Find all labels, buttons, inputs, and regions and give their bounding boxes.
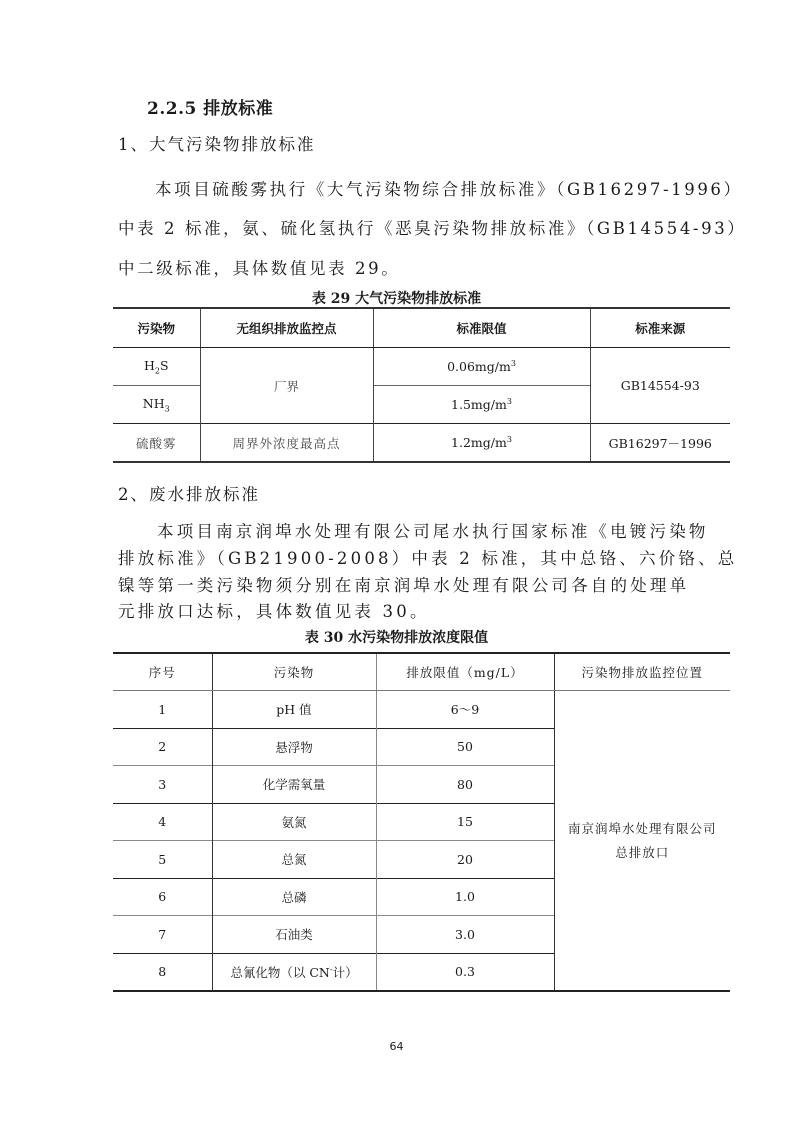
table29-header: 无组织排放监控点 bbox=[200, 308, 373, 348]
limit-cell: $1.2mg/m^3$ bbox=[373, 424, 590, 463]
no-cell: 3 bbox=[113, 766, 212, 804]
no-cell: 5 bbox=[113, 841, 212, 879]
table29-header: 标准来源 bbox=[590, 308, 730, 348]
water-standards-heading: 2、废水排放标准 bbox=[118, 485, 260, 504]
monitor-point-cell: 周界外浓度最高点 bbox=[200, 424, 373, 463]
limit-cell: $1.5mg/m^3$ bbox=[373, 386, 590, 424]
section-heading: 2.2.5 排放标准 bbox=[147, 99, 274, 119]
pollutant-cell: 总磷 bbox=[212, 878, 376, 916]
table30-header-row bbox=[113, 653, 730, 691]
source-cell: GB16297－1996 bbox=[590, 424, 730, 463]
location-line-2: 总排放口 bbox=[615, 844, 670, 860]
pollutant-cell: 总氰化物（以 CN-计） bbox=[212, 953, 376, 991]
pollutant-cell: pH 值 bbox=[212, 691, 376, 729]
limit-cell: 50 bbox=[376, 728, 554, 766]
source-cell: GB14554-93 bbox=[590, 348, 730, 424]
table-row bbox=[113, 691, 730, 729]
table29-header: 标准限值 bbox=[373, 308, 590, 348]
no-cell: 4 bbox=[113, 803, 212, 841]
water-paragraph-line-3: 镍等第一类污染物须分别在南京润埠水处理有限公司各自的处理单 bbox=[118, 576, 690, 595]
limit-cell: 0.3 bbox=[376, 953, 554, 991]
no-cell: 7 bbox=[113, 916, 212, 954]
monitor-point-cell: 厂界 bbox=[200, 348, 373, 424]
limit-cell: 80 bbox=[376, 766, 554, 804]
pollutant-cell: 悬浮物 bbox=[212, 728, 376, 766]
page-number: 64 bbox=[389, 1040, 404, 1053]
table30-header: 序号 bbox=[113, 653, 212, 691]
table-row bbox=[113, 348, 730, 386]
no-cell: 8 bbox=[113, 953, 212, 991]
table30-header: 排放限值（mg/L） bbox=[376, 653, 554, 691]
table30-header: 污染物 bbox=[212, 653, 376, 691]
air-standards-heading: 1、大气污染物排放标准 bbox=[118, 135, 316, 154]
table29-header-row bbox=[113, 308, 730, 348]
water-paragraph-line-4: 元排放口达标，具体数值见表 30。 bbox=[118, 602, 430, 621]
table-row bbox=[113, 424, 730, 463]
location-line-1: 南京润埠水处理有限公司 bbox=[567, 820, 717, 836]
monitor-location-cell bbox=[554, 691, 730, 992]
table29-caption: 表 29 大气污染物排放标准 bbox=[311, 291, 482, 307]
pollutant-cell: $NH_3$ bbox=[113, 386, 200, 424]
pollutant-cell: 硫酸雾 bbox=[113, 424, 200, 463]
pollutant-cell: $H_2S$ bbox=[143, 357, 169, 376]
table29-air-pollutant-standards bbox=[113, 307, 730, 463]
air-paragraph-line-1: 本项目硫酸雾执行《大气污染物综合排放标准》（GB16297-1996） bbox=[155, 180, 743, 199]
table30-caption: 表 30 水污染物排放浓度限值 bbox=[304, 630, 489, 646]
no-cell: 1 bbox=[158, 701, 167, 717]
limit-cell: 20 bbox=[376, 841, 554, 879]
limit-cell: 3.0 bbox=[376, 916, 554, 954]
no-cell: 6 bbox=[113, 878, 212, 916]
pollutant-cell: 总氮 bbox=[212, 841, 376, 879]
table30-header: 污染物排放监控位置 bbox=[554, 653, 730, 691]
water-paragraph-line-2: 排放标准》（GB21900-2008）中表 2 标准，其中总铬、六价铬、总 bbox=[118, 549, 738, 568]
limit-cell: 15 bbox=[376, 803, 554, 841]
limit-cell: 1.0 bbox=[376, 878, 554, 916]
limit-cell: $0.06mg/m^3$ bbox=[373, 348, 590, 386]
pollutant-cell: 氨氮 bbox=[212, 803, 376, 841]
air-paragraph-line-2: 中表 2 标准，氨、硫化氢执行《恶臭污染物排放标准》（GB14554-93） bbox=[118, 219, 747, 238]
pollutant-cell: 化学需氧量 bbox=[212, 766, 376, 804]
table30-water-pollutant-limits bbox=[113, 652, 730, 992]
table29-header: 污染物 bbox=[113, 308, 200, 348]
water-paragraph-line-1: 本项目南京润埠水处理有限公司尾水执行国家标准《电镀污染物 bbox=[157, 522, 709, 541]
limit-cell: 6～9 bbox=[376, 691, 554, 729]
no-cell: 2 bbox=[113, 728, 212, 766]
air-paragraph-line-3: 中二级标准，具体数值见表 29。 bbox=[118, 259, 401, 278]
pollutant-cell: 石油类 bbox=[212, 916, 376, 954]
